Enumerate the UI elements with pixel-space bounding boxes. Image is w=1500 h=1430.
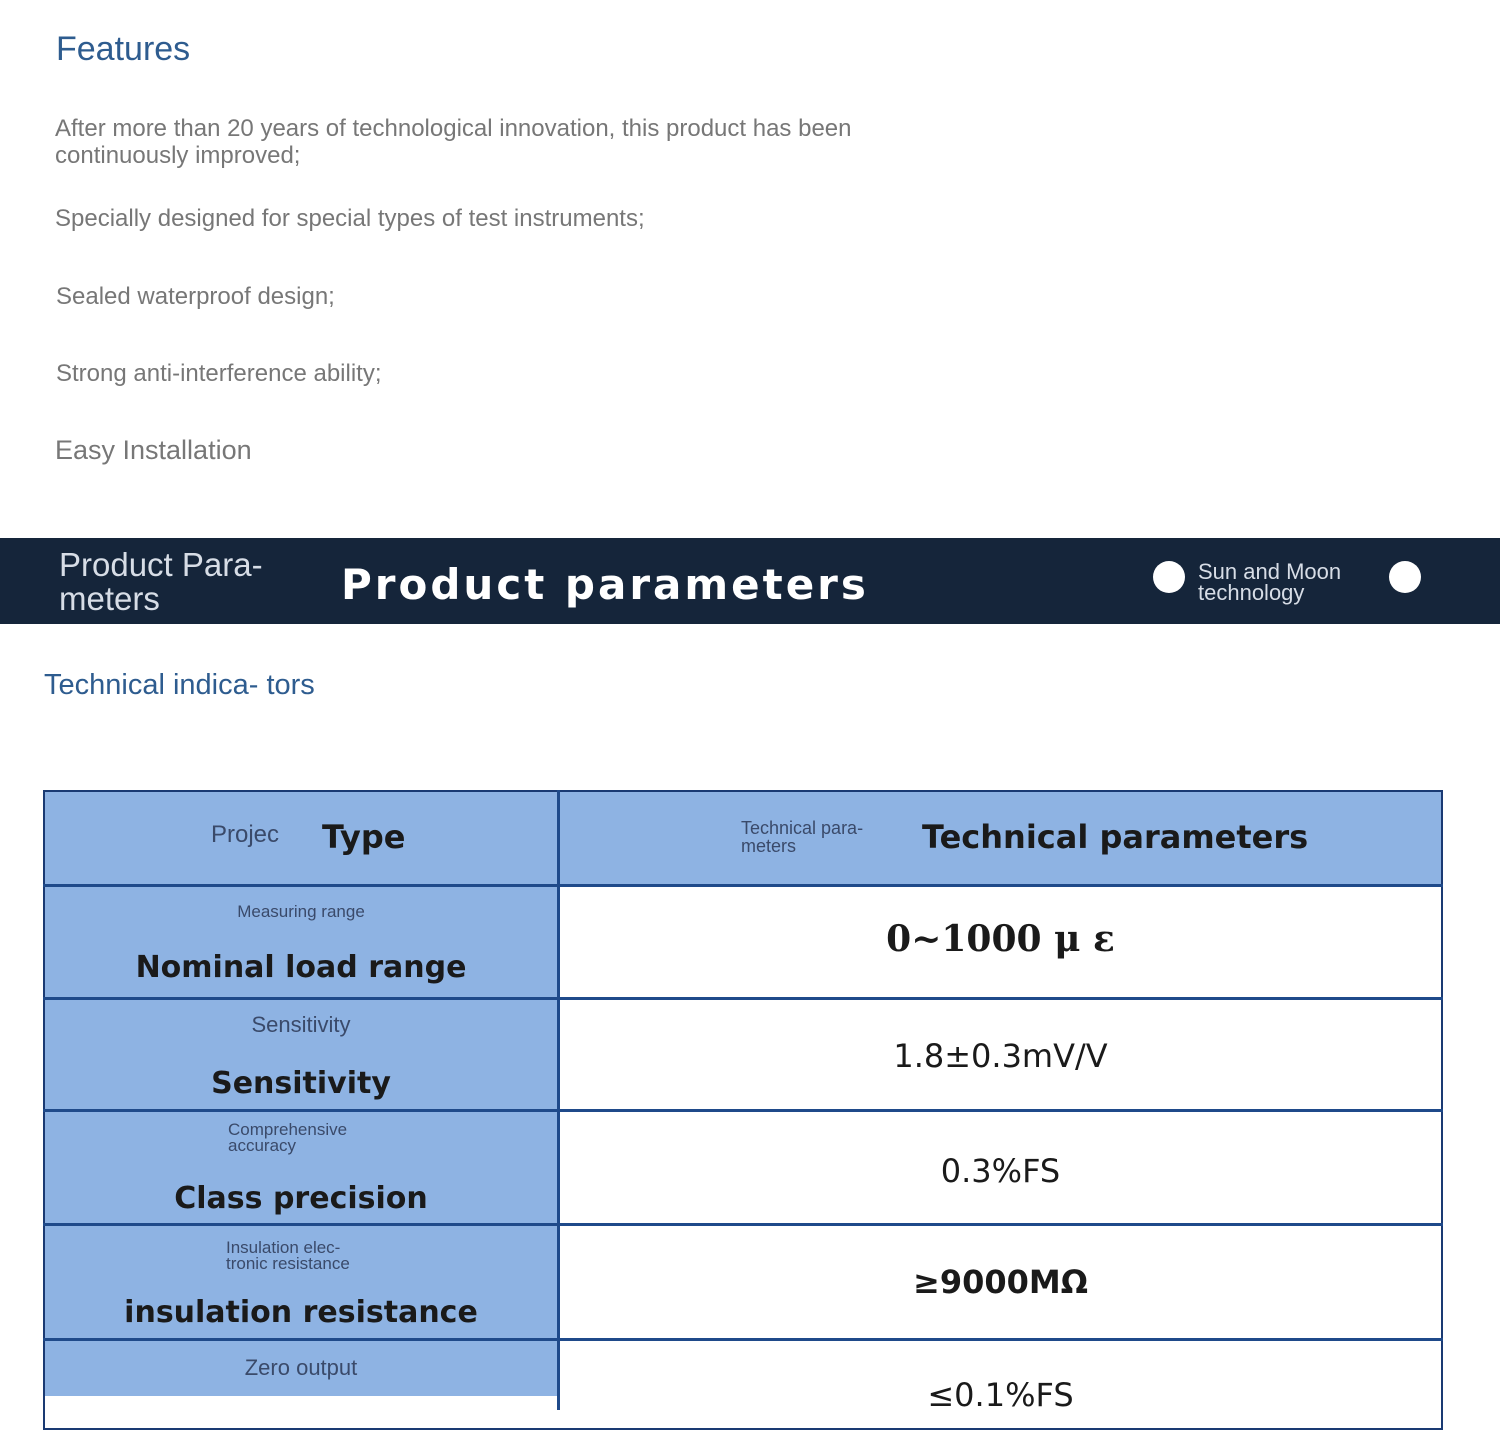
row-label-small: Insulation elec- tronic resistance — [226, 1238, 350, 1273]
table-divider — [43, 1223, 1443, 1226]
header-type-label: Type — [322, 818, 406, 856]
feature-item: Strong anti-interference ability; — [56, 360, 382, 387]
row-value: 1.8±0.3mV/V — [893, 1037, 1108, 1075]
row-label-big: insulation resistance — [124, 1295, 478, 1330]
row-value: ≤0.1%FS — [927, 1376, 1074, 1414]
banner-right-label: Sun and Moon technology — [1198, 559, 1342, 605]
table-divider — [43, 997, 1443, 1000]
feature-item: Sealed waterproof design; — [56, 283, 335, 310]
row-value: 0.3%FS — [940, 1152, 1061, 1190]
row-label-big: Class precision — [174, 1181, 428, 1216]
table-divider — [43, 884, 1443, 887]
row-label-small: Sensitivity — [251, 1012, 351, 1037]
header-technical-parameters-small: Technical para- meters — [741, 818, 864, 856]
header-technical-parameters: Technical parameters — [922, 818, 1309, 856]
row-label-small: Zero output — [244, 1355, 358, 1380]
table-divider — [557, 790, 560, 1410]
feature-item: Specially designed for special types of test instruments; — [55, 205, 645, 232]
row-label-small: Comprehensive accuracy — [228, 1120, 348, 1155]
circle-bullet-icon — [1153, 561, 1185, 593]
row-value: ≥9000MΩ — [913, 1263, 1088, 1301]
row-label-big: Nominal load range — [135, 950, 467, 985]
row-label-small: Measuring range — [237, 902, 365, 921]
feature-item: Easy Installation — [55, 435, 252, 465]
technical-indicators-title: Technical indica- tors — [44, 669, 315, 701]
banner-title: Product parameters — [341, 560, 869, 609]
table-divider — [43, 1338, 1443, 1341]
banner-left-label: Product Para- meters — [59, 546, 263, 617]
circle-bullet-icon — [1389, 561, 1421, 593]
header-project-label: Projec — [211, 821, 280, 848]
feature-item: After more than 20 years of technological innovation, this product has been continuously improved; — [55, 115, 852, 169]
row-label-big: Sensitivity — [211, 1066, 391, 1101]
features-title: Features — [56, 30, 191, 68]
row-value: 0~1000 μ ε — [886, 918, 1115, 960]
table-divider — [43, 1109, 1443, 1112]
table-header-left-cell — [45, 792, 557, 884]
